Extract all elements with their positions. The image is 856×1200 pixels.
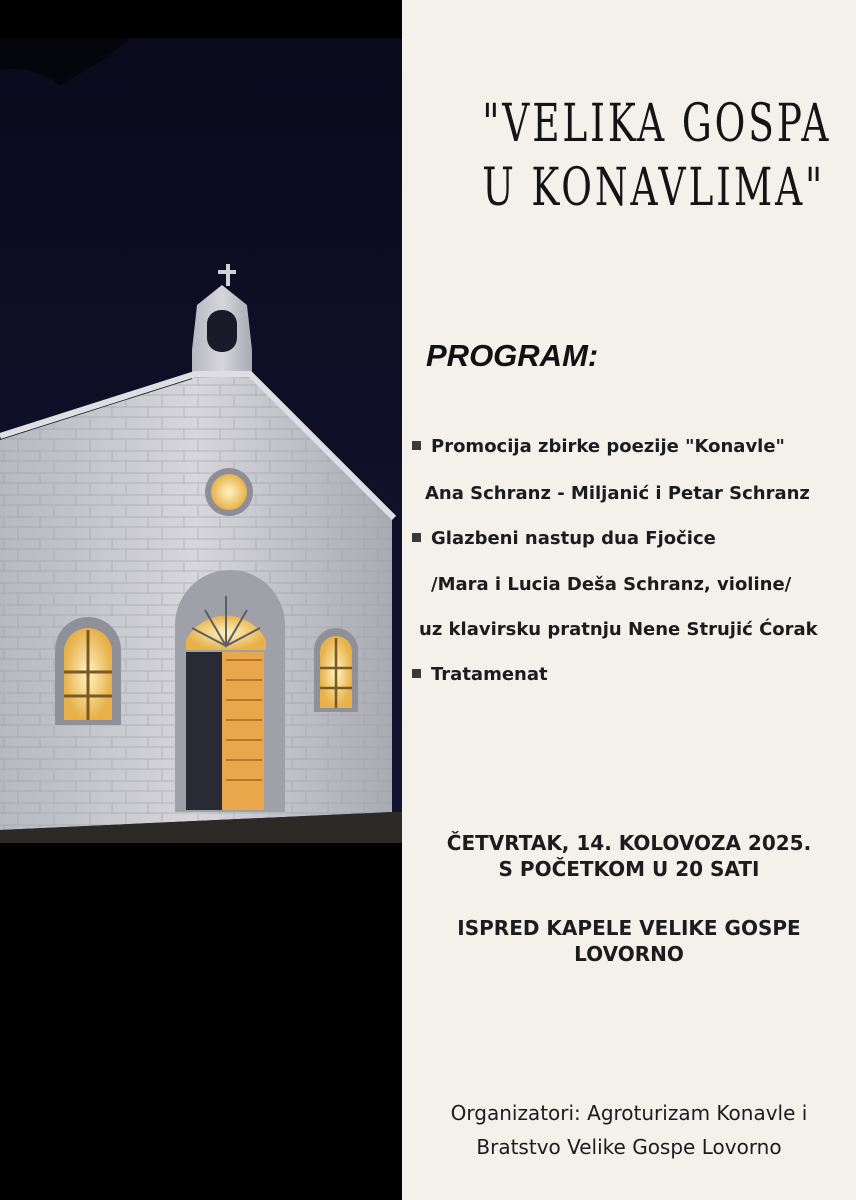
event-date-block	[402, 830, 856, 882]
program-item-text: uz klavirsku pratnju Nene Strujić Ćorak	[419, 619, 818, 640]
chapel-illustration	[0, 0, 402, 1200]
rose-window	[211, 474, 247, 510]
event-date: ČETVRTAK, 14. KOLOVOZA 2025.	[446, 831, 812, 855]
program-item-text: Ana Schranz - Miljanić i Petar Schranz	[425, 483, 810, 504]
organizers-line-2: Bratstvo Velike Gospe Lovorno	[476, 1135, 782, 1159]
event-location-line-1: ISPRED KAPELE VELIKE GOSPE	[457, 916, 801, 940]
chapel-photo	[0, 0, 402, 1200]
title-line-2: U KONAVLIMA"	[482, 158, 826, 218]
program-item-3	[412, 528, 856, 549]
program-item-5	[419, 619, 856, 640]
program-item-text: Promocija zbirke poezije "Konavle"	[431, 436, 785, 457]
program-item-2	[425, 483, 856, 504]
door-opening-light	[222, 652, 264, 810]
program-item-1	[412, 436, 856, 457]
event-time: S POČETKOM U 20 SATI	[498, 857, 760, 881]
program-item-text: Tratamenat	[431, 664, 548, 685]
square-bullet-icon	[412, 669, 421, 678]
door-left-leaf	[186, 652, 222, 810]
poster-title	[482, 92, 832, 220]
event-location-block	[402, 915, 856, 967]
event-location-line-2: LOVORNO	[574, 942, 684, 966]
square-bullet-icon	[412, 533, 421, 542]
program-item-text: /Mara i Lucia Deša Schranz, violine/	[431, 574, 792, 595]
organizers	[402, 1096, 856, 1164]
program-item-6	[412, 664, 856, 685]
program-item-text: Glazbeni nastup dua Fjočice	[431, 528, 716, 549]
black-band	[0, 843, 402, 1200]
square-bullet-icon	[412, 441, 421, 450]
program-item-4	[431, 574, 856, 595]
text-panel	[402, 0, 856, 1200]
program-heading: PROGRAM:	[426, 338, 599, 373]
title-line-1: "VELIKA GOSPA	[482, 94, 832, 154]
organizers-line-1: Organizatori: Agroturizam Konavle i	[450, 1101, 808, 1125]
bell-opening	[207, 310, 237, 352]
